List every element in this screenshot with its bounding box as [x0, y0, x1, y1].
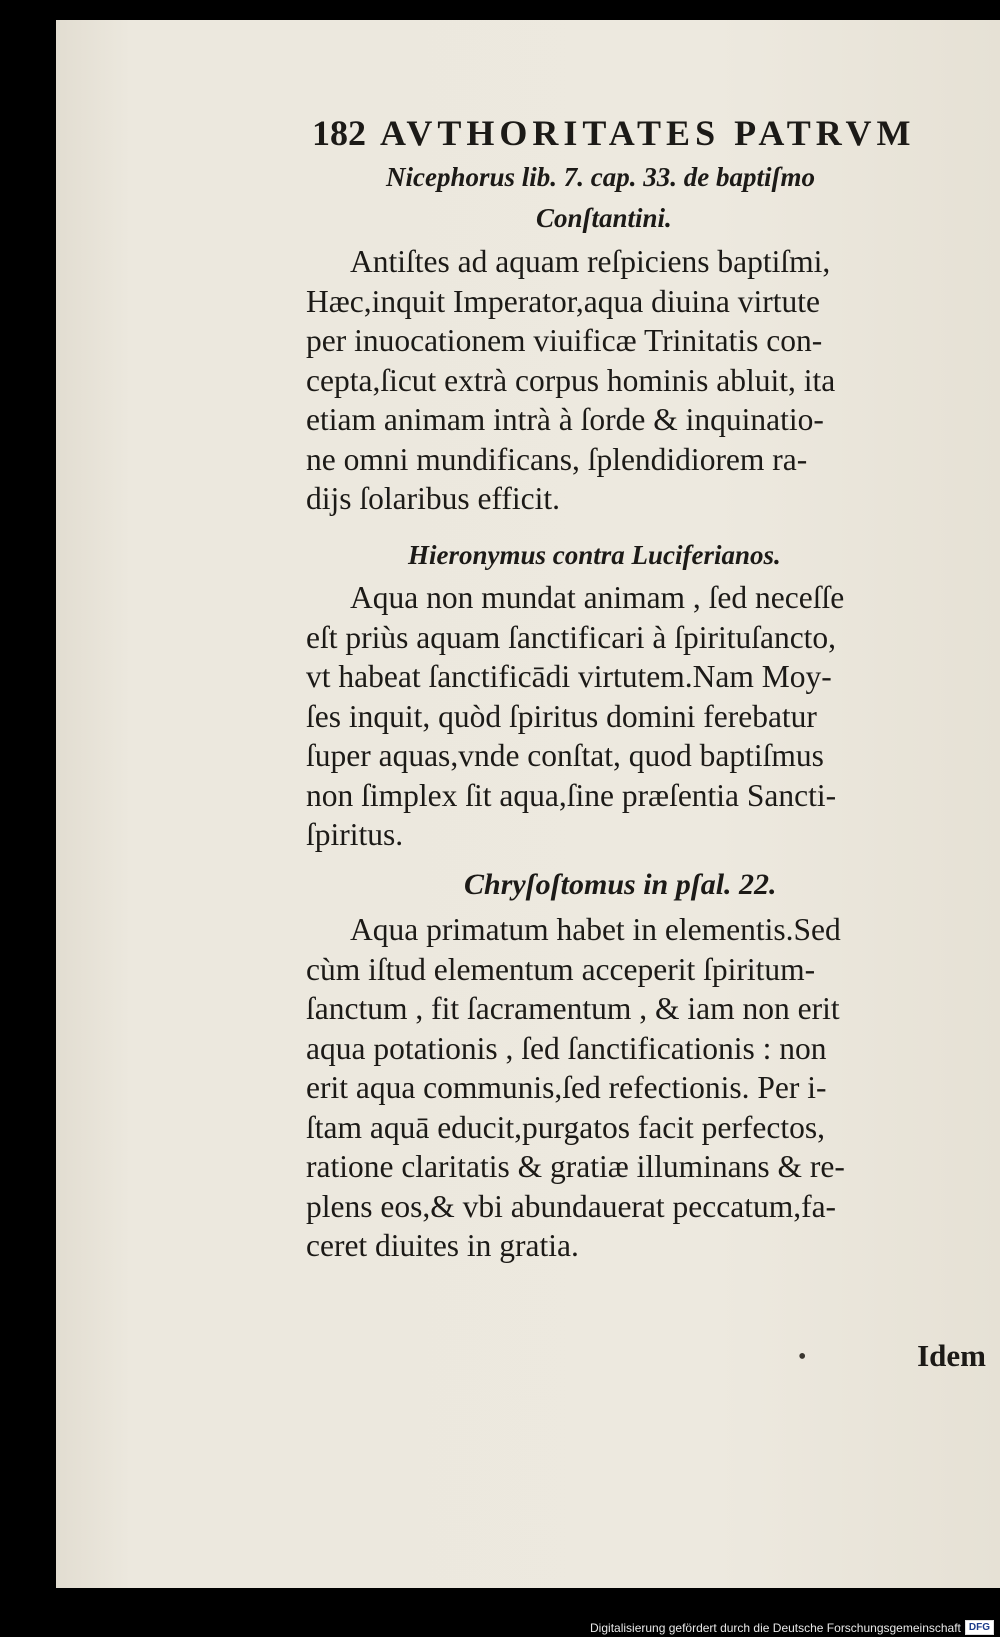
book-page [56, 20, 1000, 1588]
section3-heading: Chryſoſtomus in pſal. 22. [464, 868, 777, 901]
text-line: ceret diuites in gratia. [306, 1228, 579, 1263]
text-line: Aqua primatum habet in elementis.Sed [350, 912, 841, 947]
catchword: Idem [917, 1338, 986, 1373]
running-head [312, 112, 992, 154]
section3-paragraph [306, 910, 1000, 1266]
text-line: ſes inquit, quòd ſpiritus domini ferebatur [306, 698, 817, 734]
section1-heading-line2: Conſtantini. [536, 203, 672, 233]
text-line: non ſimplex ſit aqua,ſine præſentia Sancti- [306, 777, 837, 813]
section1-heading-line1: Nicephorus lib. 7. cap. 33. de baptiſmo [386, 162, 815, 192]
ink-mark: • [798, 1344, 807, 1370]
text-line: aqua potationis , ſed ſanctificationis : non [306, 1030, 827, 1066]
text-line: cùm iſtud elementum acceperit ſpiritum- [306, 951, 816, 987]
text-line: ſpiritus. [306, 817, 404, 852]
text-line: ſanctum , fit ſacramentum , & iam non erit [306, 991, 840, 1026]
text-line: Aqua non mundat animam , ſed neceſſe [350, 580, 845, 615]
text-line: plens eos,& vbi abundauerat peccatum,fa- [306, 1188, 837, 1224]
text-line: Hæc,inquit Imperator,aqua diuina virtute [306, 283, 820, 319]
text-line: ratione claritatis & gratiæ illuminans & re- [306, 1149, 845, 1184]
text-line: dijs ſolaribus efficit. [306, 481, 560, 516]
text-line: per inuocationem viuificæ Trinitatis con- [306, 323, 823, 358]
footer-credit [590, 1620, 994, 1635]
text-line: erit aqua communis,ſed refectionis. Per i- [306, 1070, 827, 1105]
text-line: Antiſtes ad aquam reſpiciens baptiſmi, [350, 244, 831, 279]
text-line: vt habeat ſanctificādi virtutem.Nam Moy- [306, 659, 832, 694]
text-line: eſt priùs aquam ſanctificari à ſpirituſancto, [306, 619, 837, 655]
text-line: ſuper aquas,vnde conſtat, quod baptiſmus [306, 738, 824, 773]
running-head-title: AVTHORITATES PATRVM [380, 113, 916, 153]
section2-paragraph [306, 578, 1000, 855]
section2-heading: Hieronymus contra Luciferianos. [408, 540, 781, 570]
section1-paragraph [306, 242, 1000, 519]
text-line: cepta,ſicut extrà corpus hominis abluit, ita [306, 362, 836, 398]
text-line: etiam animam intrà à ſorde & inquinatio- [306, 402, 824, 437]
page-number: 182 [312, 113, 366, 153]
text-line: ne omni mundificans, ſplendidiorem ra- [306, 441, 808, 477]
footer-text: Digitalisierung gefördert durch die Deutsche Forschungsgemeinschaft [590, 1620, 961, 1635]
text-line: ſtam aquā educit,purgatos facit perfectos, [306, 1109, 825, 1145]
dfg-logo-icon: DFG [965, 1620, 994, 1635]
